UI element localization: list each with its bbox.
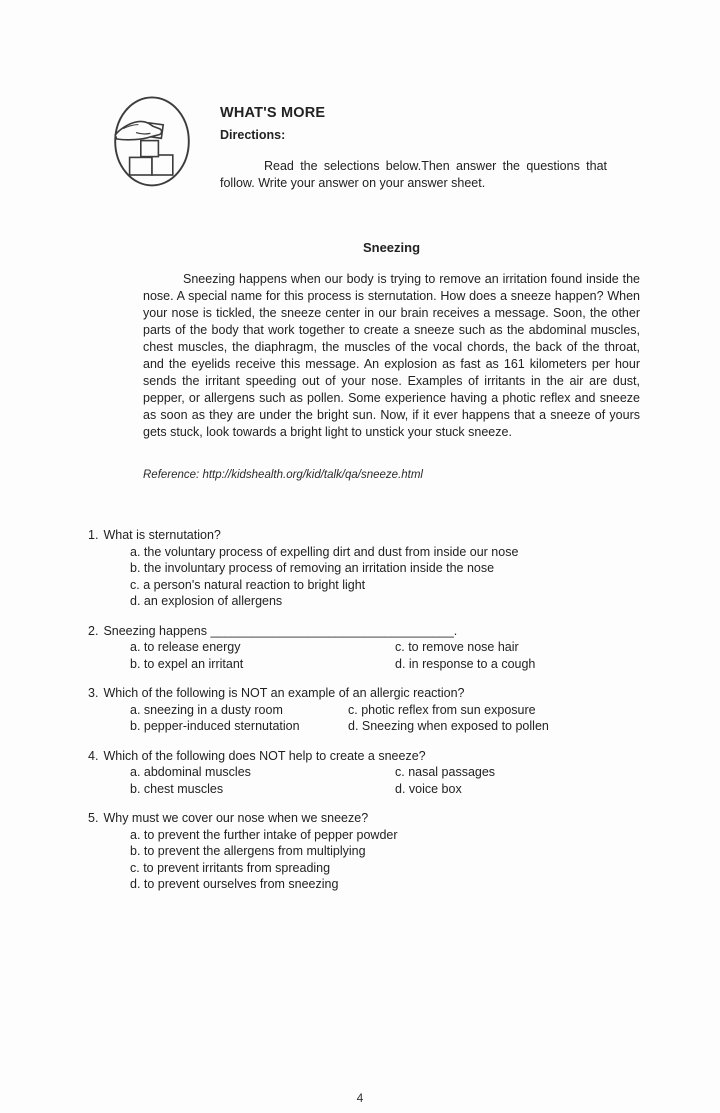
question-text: Which of the following does NOT help to create a sneeze? <box>103 748 426 763</box>
option-d: d. to prevent ourselves from sneezing <box>130 877 339 891</box>
option-c: c. nasal passages <box>395 765 496 779</box>
question-text: Which of the following is NOT an example of an allergic reaction? <box>103 686 465 700</box>
option-c: c. a person's natural reaction to bright light <box>130 577 366 592</box>
question-2-text <box>88 623 608 640</box>
section-title: WHAT'S MORE <box>220 105 326 121</box>
question-2 <box>88 623 608 673</box>
question-list <box>88 527 608 893</box>
question-1-text <box>88 527 608 544</box>
question-1-options <box>130 544 608 610</box>
option-d: d. Sneezing when exposed to pollen <box>348 719 549 733</box>
option-c: c. to prevent irritants from spreading <box>130 860 331 875</box>
question-text: Why must we cover our nose when we sneeze? <box>103 811 369 825</box>
option-c: c. photic reflex from sun exposure <box>348 702 536 717</box>
question-5 <box>88 810 608 893</box>
question-3-text <box>88 685 608 702</box>
question-4-text <box>88 748 608 765</box>
option-a: a. to prevent the further intake of pepper powder <box>130 827 398 842</box>
option-d: d. voice box <box>395 781 462 796</box>
reading-passage <box>143 240 640 481</box>
passage-reference: Reference: http://kidshealth.org/kid/talk/qa/sneeze.html <box>143 469 423 481</box>
question-number: 2. <box>88 623 99 638</box>
question-1 <box>88 527 608 610</box>
question-5-options <box>130 827 608 893</box>
section-header <box>112 95 607 196</box>
hand-stacking-blocks-icon <box>112 95 192 196</box>
question-number: 3. <box>88 686 99 700</box>
option-b: b. chest muscles <box>130 781 224 796</box>
option-a: a. sneezing in a dusty room <box>130 702 283 717</box>
question-number: 1. <box>88 528 99 542</box>
question-text: What is sternutation? <box>103 528 221 542</box>
option-c: c. to remove nose hair <box>395 640 519 654</box>
option-d: d. in response to a cough <box>395 656 536 671</box>
question-4-options <box>130 764 608 797</box>
option-a: a. the voluntary process of expelling dirt and dust from inside our nose <box>130 544 519 559</box>
passage-title: Sneezing <box>362 240 421 255</box>
question-text: Sneezing happens ___________________________________. <box>103 623 458 638</box>
option-b: b. to expel an irritant <box>130 656 244 671</box>
directions-text: Read the selections below.Then answer the questions that follow. Write your answer on your answer sheet. <box>220 159 607 190</box>
option-a: a. abdominal muscles <box>130 765 251 779</box>
option-b: b. pepper-induced sternutation <box>130 719 300 733</box>
question-4 <box>88 748 608 798</box>
option-b: b. the involuntary process of removing an irritation inside the nose <box>130 561 495 575</box>
question-5-text <box>88 810 608 827</box>
option-a: a. to release energy <box>130 640 241 654</box>
passage-body: Sneezing happens when our body is trying to remove an irritation found inside the nose. A special name for this process is sternutation. How does a sneeze happen? When your nose is tickled, the sneeze center in our brain receives a message. Soon, the other parts of the body that work together to create a sneeze such as the abdominal muscles, chest muscles, the diaphragm, the muscles of the vocal chords, the back of the throat, and the eyelids receive this message. An explosion as fast as 161 kilometers per hour sends the irritant speeding out of your nose. Examples of irritants in the air are dust, pepper, or allergens such as pollen. Some experience having a photic reflex and sneeze as soon as they are under the bright sun. Now, if it ever happens that a sneeze of yours gets stuck, look towards a bright light to unstick your stuck sneeze. <box>143 272 640 439</box>
worksheet-page <box>0 95 720 1113</box>
question-3-options <box>130 702 608 735</box>
directions-label: Directions: <box>220 128 286 142</box>
question-2-options <box>130 639 608 672</box>
option-d: d. an explosion of allergens <box>130 594 283 608</box>
page-number: 4 <box>356 1091 364 1105</box>
question-number: 4. <box>88 748 99 763</box>
question-3 <box>88 685 608 735</box>
header-text-block <box>220 95 607 196</box>
question-number: 5. <box>88 811 99 825</box>
option-b: b. to prevent the allergens from multiplying <box>130 844 366 858</box>
